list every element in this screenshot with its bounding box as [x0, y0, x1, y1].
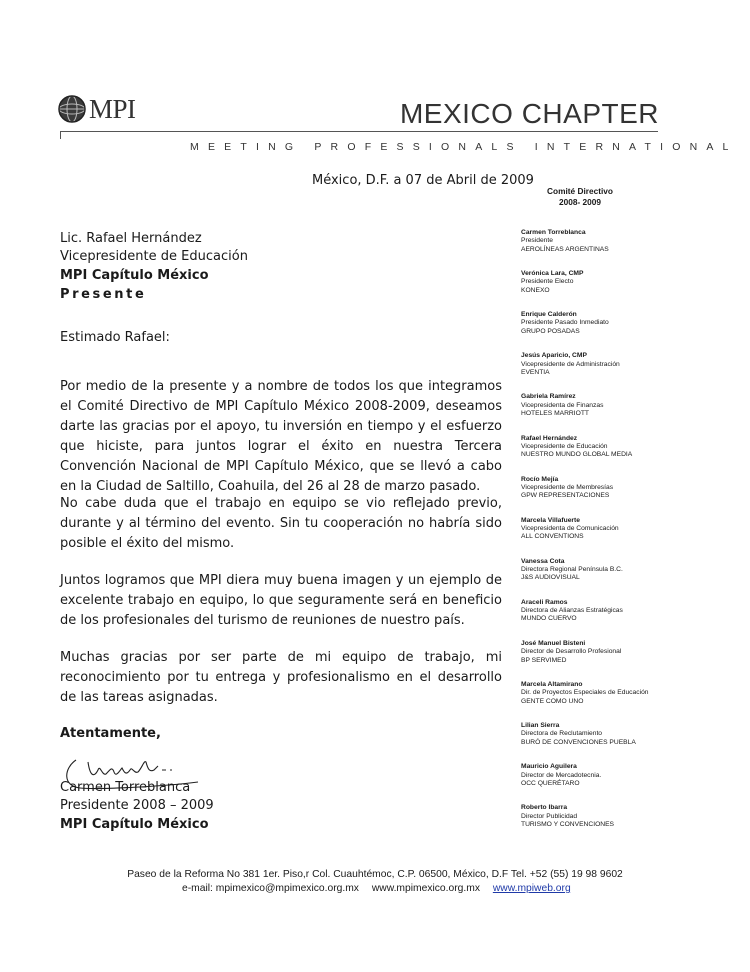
member-name: Jesús Aparicio, CMP [521, 352, 587, 360]
member-role: Director de Desarrollo Profesional [521, 648, 622, 656]
member-name: José Manuel Bisteni [521, 640, 586, 647]
committee-member [521, 517, 619, 542]
committee-member [521, 476, 613, 501]
committee-title: Comité Directivo [547, 186, 613, 196]
member-role: Director Publicidad [521, 812, 578, 820]
letter-date: México, D.F. a 07 de Abril de 2009 [312, 173, 534, 188]
paragraph-4: Muchas gracias por ser parte de mi equipo de trabajo, mi reconocimiento por tu entrega y profesionalismo en el desarrollo de las tareas asignadas. [60, 650, 502, 705]
footer-email[interactable]: e-mail: mpimexico@mpimexico.org.mx [182, 883, 359, 894]
member-company: HOTELES MARRIOTT [521, 409, 589, 417]
member-company: AEROLÍNEAS ARGENTINAS [521, 245, 609, 253]
committee-member [521, 352, 620, 377]
committee-member [521, 640, 621, 665]
header-divider [60, 131, 658, 132]
paragraph-3: Juntos logramos que MPI diera muy buena imagen y un ejemplo de excelente trabajo en equipo, lo que seguramente será en beneficio de los profesionales del turismo de reuniones de nuestro país. [60, 573, 502, 628]
signer-org: MPI Capítulo México [60, 817, 209, 832]
footer-website-link[interactable]: www.mpiweb.org [492, 883, 571, 894]
member-role: Vicepresidente de Administración [521, 360, 620, 368]
member-name: Rafael Hernández [521, 434, 578, 442]
member-role: Vicepresidenta de Comunicación [521, 524, 619, 532]
member-role: Dir. de Proyectos Especiales de Educación [521, 689, 649, 697]
member-role: Vicepresidente de Educación [521, 442, 608, 450]
member-name: Rocío Mejía [521, 475, 559, 483]
committee-member [521, 311, 609, 336]
logo-text: MPI [89, 94, 136, 124]
recipient-title: Vicepresidente de Educación [60, 249, 248, 264]
member-role: Directora de Alianzas Estratégicas [521, 607, 623, 615]
footer-address: Paseo de la Reforma No 381 1er. Piso,r Col. Cuauhtémoc, C.P. 06500, México, D.F Tel. +52 (55) 19 98 9602 [127, 869, 623, 880]
member-name: Roberto Ibarra [521, 804, 568, 812]
committee-member [521, 681, 649, 706]
member-company: BURÓ DE CONVENCIONES PUEBLA [521, 738, 636, 746]
member-name: Verónica Lara, CMP [521, 270, 584, 278]
member-role: Directora Regional Península B.C. [521, 566, 623, 574]
member-name: Marcela Villafuerte [521, 516, 580, 524]
paragraph-2: No cabe duda que el trabajo en equipo se vio reflejado previo, durante y al término del evento. Sin tu cooperación no habría sido posible el éxito del mismo. [60, 496, 502, 551]
organization-tagline: MEETING PROFESSIONALS INTERNATIONAL [190, 141, 738, 153]
recipient-org: MPI Capítulo México [60, 268, 209, 283]
member-company: OCC QUERÉTARO [521, 779, 580, 787]
member-role: Vicepresidenta de Finanzas [521, 401, 604, 409]
member-role: Presidente Pasado Inmediato [521, 319, 609, 327]
closing: Atentamente, [60, 726, 161, 741]
committee-member [521, 722, 636, 747]
member-role: Director de Mercadotecnia. [521, 771, 602, 779]
committee-member [521, 229, 609, 254]
chapter-title: MEXICO CHAPTER [399, 98, 659, 129]
member-role: Vicepresidente de Membresías [521, 483, 614, 491]
committee-period: 2008- 2009 [559, 197, 601, 207]
member-name: Carmen Torreblanca [521, 229, 586, 236]
member-name: Enrique Calderón [521, 311, 577, 319]
committee-heading [524, 186, 636, 208]
member-role: Directora de Reclutamiento [521, 730, 603, 738]
member-company: NUESTRO MUNDO GLOBAL MEDIA [521, 451, 633, 459]
greeting: Estimado Rafael: [60, 330, 170, 345]
recipient-presente: Presente [60, 287, 147, 302]
member-company: TURISMO Y CONVENCIONES [521, 820, 615, 828]
recipient-name: Lic. Rafael Hernández [60, 231, 202, 246]
paragraph-1: Por medio de la presente y a nombre de todos los que integramos el Comité Directivo de MPI Capítulo México 2008-2009, deseamos darte las gracias por el apoyo, tu inversión en tiempo y el esfuerzo que hiciste, para juntos lograr el éxito en nuestra Tercera Convención Nacional de MPI Capítulo México, que se llevó a cabo en la Ciudad de Saltillo, Coahuila, del 26 al 28 de marzo pasado. [60, 379, 502, 494]
signer-name: Carmen Torreblanca [60, 780, 191, 795]
member-name: Araceli Ramos [521, 598, 568, 606]
member-company: EVENTIA [521, 368, 550, 376]
member-company: ALL CONVENTIONS [521, 533, 584, 541]
committee-member [521, 804, 614, 829]
member-company: GPW REPRESENTACIONES [521, 492, 610, 500]
committee-member [521, 435, 632, 460]
member-name: Vanessa Cota [521, 557, 565, 565]
member-company: MUNDO CUERVO [521, 615, 577, 623]
signer-title: Presidente 2008 – 2009 [60, 798, 214, 813]
committee-member [521, 270, 583, 295]
committee-member [521, 763, 601, 788]
mpi-logo [57, 94, 136, 124]
member-name: Mauricio Aguilera [521, 763, 577, 771]
member-company: GENTE COMO UNO [521, 697, 584, 705]
header-divider-tick [60, 131, 61, 139]
committee-member [521, 393, 603, 418]
member-company: BP SERVIMED [521, 656, 567, 664]
member-company: KONEXO [521, 286, 550, 294]
member-company: GRUPO POSADAS [521, 327, 580, 335]
globe-icon [57, 94, 87, 124]
member-name: Lilian Sierra [521, 722, 560, 730]
member-company: J&S AUDIOVISUAL [521, 574, 580, 582]
member-role: Presidente Electo [521, 278, 574, 286]
footer-website[interactable]: www.mpimexico.org.mx [371, 883, 480, 894]
member-role: Presidente [521, 237, 553, 245]
member-name: Gabriela Ramírez [521, 393, 576, 401]
member-name: Marcela Altamirano [521, 681, 583, 689]
footer-contact [182, 883, 581, 894]
committee-member [521, 558, 623, 583]
committee-member [521, 599, 623, 624]
